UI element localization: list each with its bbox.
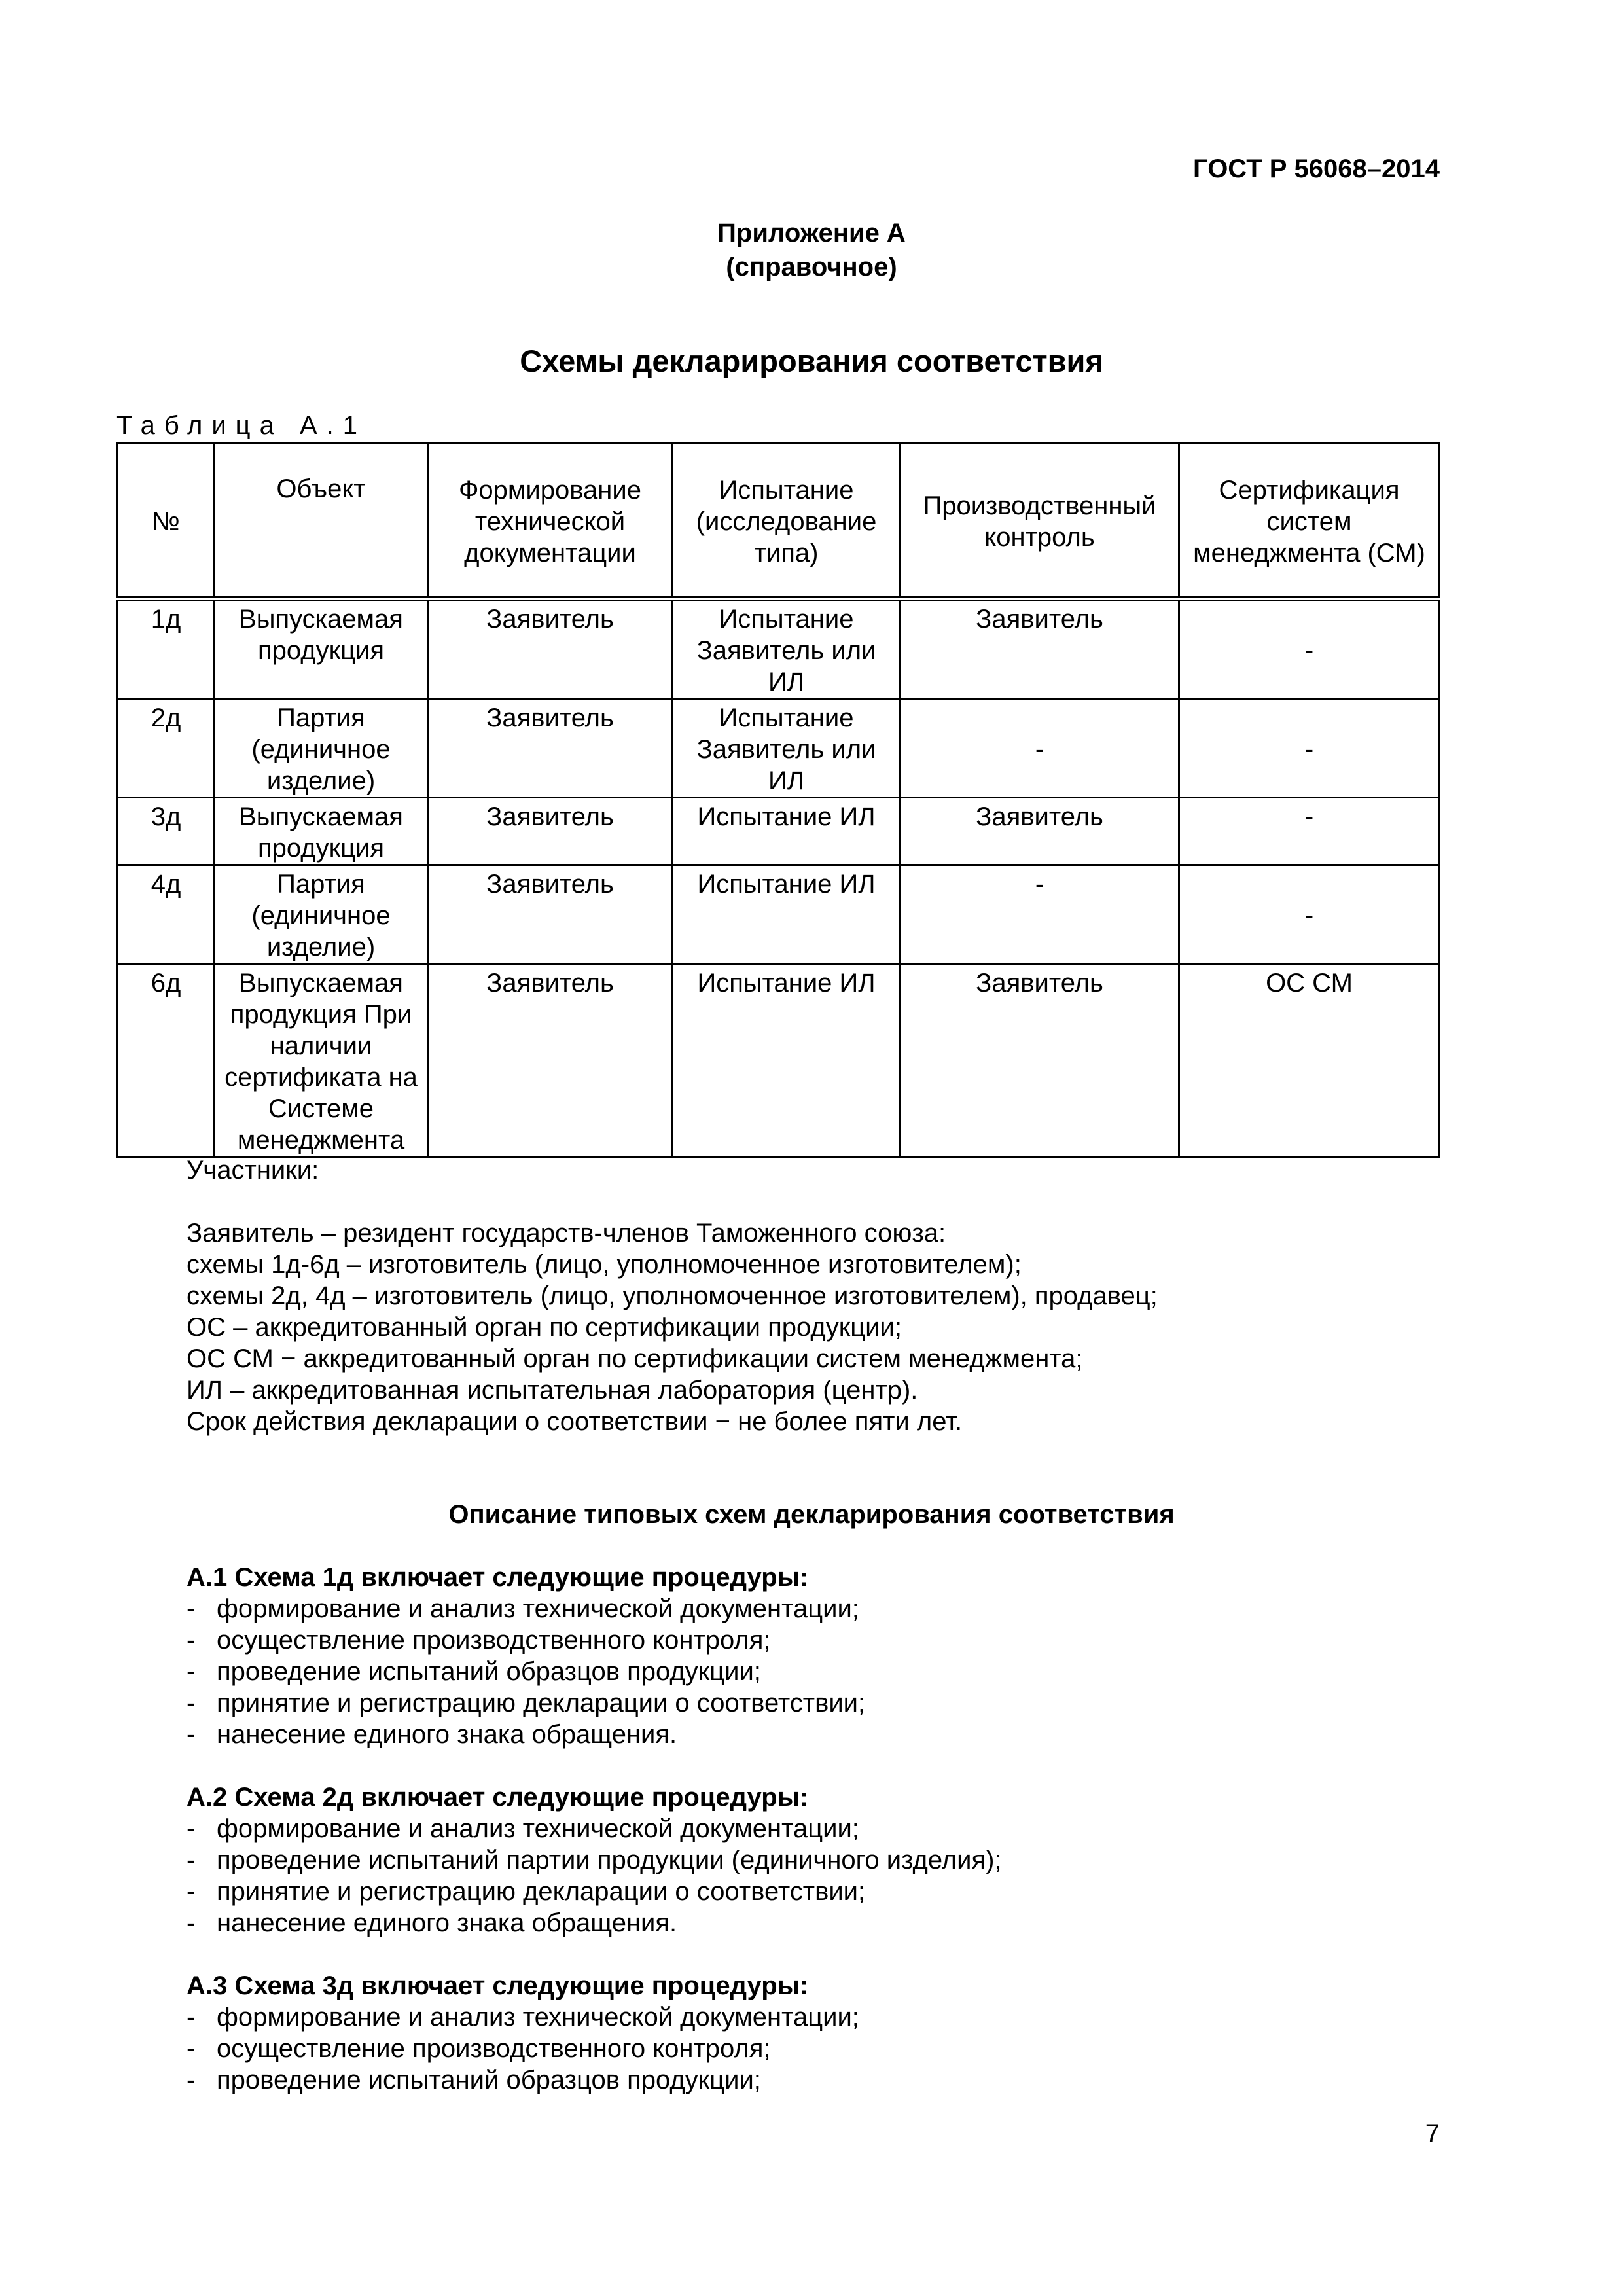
- column-header-object: Объект: [215, 444, 428, 599]
- list-item-text: нанесение единого знака обращения.: [217, 1720, 677, 1749]
- participants-list: [187, 1217, 1158, 1437]
- list-item-text: проведение испытаний образцов продукции;: [217, 1657, 761, 1686]
- list-item-text: осуществление производственного контроля;: [217, 1626, 771, 1655]
- cell-testing: Испытание ИЛ: [673, 865, 901, 964]
- list-item: [187, 1719, 865, 1750]
- bullet-dash: -: [187, 1657, 196, 1686]
- bullet-dash: -: [187, 1626, 196, 1655]
- list-item: [187, 1593, 865, 1624]
- bullet-dash: -: [187, 1814, 196, 1843]
- bullet-dash: -: [187, 1846, 196, 1874]
- participant-line: ИЛ – аккредитованная испытательная лаборатория (центр).: [187, 1376, 918, 1405]
- list-item-text: принятие и регистрацию декларации о соответствии;: [217, 1877, 866, 1906]
- column-header-management-certification: Сертификация систем менеджмента (СМ): [1179, 444, 1440, 599]
- list-item: [187, 1813, 1002, 1844]
- cell-documentation: Заявитель: [428, 798, 673, 865]
- scheme-section-1d: [187, 1562, 865, 1750]
- cell-production-control: -: [901, 865, 1179, 964]
- cell-object: Выпускаемая продукция: [215, 798, 428, 865]
- annex-title: Приложение А: [717, 219, 906, 247]
- cell-production-control: Заявитель: [901, 798, 1179, 865]
- participants-heading: Участники:: [187, 1156, 319, 1185]
- column-header-production-control: Производственный контроль: [901, 444, 1179, 599]
- list-item: [187, 1656, 865, 1687]
- cell-documentation: Заявитель: [428, 865, 673, 964]
- cell-management-certification: -: [1179, 865, 1440, 964]
- cell-object: Выпускаемая продукция: [215, 599, 428, 699]
- bullet-dash: -: [187, 2066, 196, 2094]
- description-title: Описание типовых схем декларирования соответствия: [448, 1500, 1175, 1529]
- list-item-text: формирование и анализ технической документации;: [217, 1814, 859, 1843]
- participant-line: ОС – аккредитованный орган по сертификации продукции;: [187, 1313, 902, 1342]
- section-heading: А.3 Схема 3д включает следующие процедуры:: [187, 1971, 809, 2000]
- cell-testing: Испытание ИЛ: [673, 798, 901, 865]
- bullet-dash: -: [187, 1720, 196, 1749]
- list-item: [187, 1844, 1002, 1876]
- document-code: ГОСТ Р 56068–2014: [1193, 154, 1440, 183]
- cell-management-certification: ОС СМ: [1179, 964, 1440, 1157]
- cell-production-control: Заявитель: [901, 599, 1179, 699]
- list-item: [187, 1687, 865, 1719]
- validity-line: Срок действия декларации о соответствии − не более пяти лет.: [187, 1407, 963, 1436]
- scheme-section-2d: [187, 1782, 1002, 1939]
- list-item: [187, 2001, 859, 2033]
- participant-line: ОС СМ − аккредитованный орган по сертификации систем менеджмента;: [187, 1344, 1083, 1373]
- list-item-text: формирование и анализ технической документации;: [217, 1594, 859, 1623]
- list-item-text: проведение испытаний партии продукции (единичного изделия);: [217, 1846, 1002, 1874]
- table-row: [118, 964, 1440, 1157]
- list-item: [187, 2033, 859, 2064]
- cell-production-control: Заявитель: [901, 964, 1179, 1157]
- cell-management-certification: -: [1179, 699, 1440, 798]
- list-item: [187, 1624, 865, 1656]
- column-header-documentation: Формирование технической документации: [428, 444, 673, 599]
- bullet-dash: -: [187, 2003, 196, 2032]
- bullet-dash: -: [187, 1909, 196, 1937]
- participant-line: Заявитель – резидент государств-членов Таможенного союза:: [187, 1219, 946, 1247]
- page-title: Схемы декларирования соответствия: [520, 344, 1103, 378]
- page-number: 7: [1425, 2119, 1440, 2148]
- schemes-table: [116, 442, 1440, 1158]
- bullet-dash: -: [187, 1877, 196, 1906]
- annex-kind: (справочное): [726, 253, 897, 281]
- cell-testing: Испытание Заявитель или ИЛ: [673, 699, 901, 798]
- table-row: [118, 865, 1440, 964]
- cell-documentation: Заявитель: [428, 599, 673, 699]
- cell-testing: Испытание ИЛ: [673, 964, 901, 1157]
- cell-scheme: 3д: [118, 798, 215, 865]
- cell-object: Партия (единичное изделие): [215, 865, 428, 964]
- list-item-text: осуществление производственного контроля;: [217, 2034, 771, 2063]
- list-item-text: принятие и регистрацию декларации о соответствии;: [217, 1689, 866, 1717]
- list-item-text: проведение испытаний образцов продукции;: [217, 2066, 761, 2094]
- column-header-number: №: [118, 444, 215, 599]
- list-item: [187, 2064, 859, 2096]
- participant-line: схемы 1д-6д – изготовитель (лицо, уполномоченное изготовителем);: [187, 1250, 1022, 1279]
- cell-scheme: 2д: [118, 699, 215, 798]
- cell-management-certification: -: [1179, 599, 1440, 699]
- section-heading: А.2 Схема 2д включает следующие процедуры:: [187, 1783, 809, 1812]
- table-row: [118, 699, 1440, 798]
- column-header-testing: Испытание (исследование типа): [673, 444, 901, 599]
- list-item: [187, 1876, 1002, 1907]
- bullet-dash: -: [187, 1594, 196, 1623]
- list-item: [187, 1907, 1002, 1939]
- cell-management-certification: -: [1179, 798, 1440, 865]
- cell-scheme: 4д: [118, 865, 215, 964]
- participant-line: схемы 2д, 4д – изготовитель (лицо, уполномоченное изготовителем), продавец;: [187, 1282, 1158, 1310]
- cell-documentation: Заявитель: [428, 964, 673, 1157]
- table-header-row: [118, 444, 1440, 599]
- section-heading: А.1 Схема 1д включает следующие процедуры:: [187, 1563, 809, 1592]
- table-row: [118, 599, 1440, 699]
- cell-documentation: Заявитель: [428, 699, 673, 798]
- cell-scheme: 6д: [118, 964, 215, 1157]
- table-row: [118, 798, 1440, 865]
- list-item-text: нанесение единого знака обращения.: [217, 1909, 677, 1937]
- bullet-dash: -: [187, 1689, 196, 1717]
- bullet-dash: -: [187, 2034, 196, 2063]
- table-caption: Таблица А.1: [116, 411, 366, 440]
- cell-object: Выпускаемая продукция При наличии сертификата на Системе менеджмента: [215, 964, 428, 1157]
- cell-object: Партия (единичное изделие): [215, 699, 428, 798]
- list-item-text: формирование и анализ технической документации;: [217, 2003, 859, 2032]
- cell-testing: Испытание Заявитель или ИЛ: [673, 599, 901, 699]
- cell-production-control: -: [901, 699, 1179, 798]
- cell-scheme: 1д: [118, 599, 215, 699]
- scheme-section-3d: [187, 1970, 859, 2096]
